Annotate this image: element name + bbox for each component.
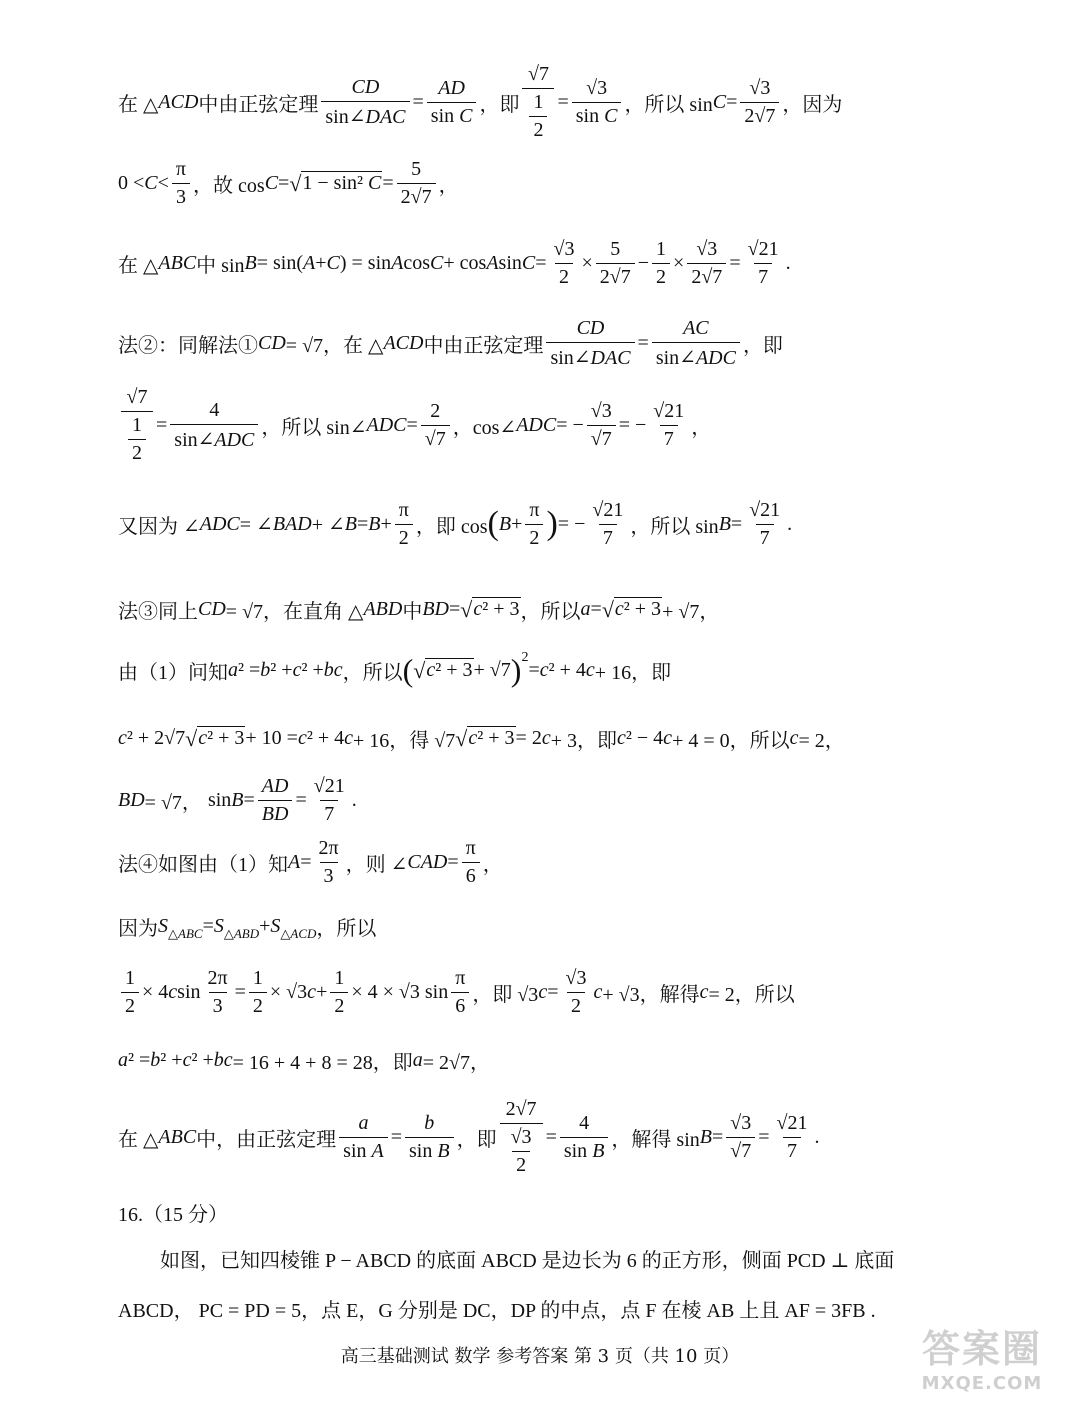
question-text-line-2: ABCD， PC = PD = 5，点 E，G 分别是 DC，DP 的中点，点 F 在棱 AB 上且 AF = 3FB . xyxy=(118,1300,876,1322)
solution-line-10: BD = √7， sin B = $\frac{AD}{BD}$ = $\frac{√21}{7}$ . xyxy=(118,774,357,825)
solution-line-6: 又因为 ∠ ADC = ∠ BAD + ∠ B = B + $\frac{\pi}{2}$ ，即 cos ( B + $\frac{\pi}{2}$ ) = − $\frac{√21}{7}$ ，所以 sin B = $\frac{√21}{7}$ . xyxy=(118,498,793,549)
solution-line-1: 在 △ ACD 中由正弦定理 $\frac{CD}{\text{sin∠DAC}}$ = $\frac{AD}{\text{sin C}}$ ，即 $\frac{√7}{\frac{1}{2}}$ = $\frac{√3}{\text{sin C}}$ ，所以 sin C = $\frac{√3}{2√7}$ ，因为 xyxy=(118,62,843,141)
question-heading: 16.（15 分） xyxy=(118,1204,228,1226)
solution-line-13: $\frac{1}{2}$ × 4 c sin $\frac{2\pi}{3}$ = $\frac{1}{2}$ × √3 c + $\frac{1}{2}$ × 4 × √3 sin $\frac{\pi}{6}$ ，即 √3 c = $\frac{√3}{2}$ c + √3，解得 c = 2，所以 xyxy=(118,966,1020,1018)
solution-line-11: 法④如图由（1）知 A = $\frac{2\pi}{3}$ ，则 ∠ CAD = $\frac{\pi}{6}$ ， xyxy=(118,836,503,887)
solution-line-7: 法③同上 CD = √7，在直角 △ ABD 中 BD = √ c² + 3 ，所以 a = √ c² + 3 + √7， xyxy=(118,597,720,623)
question-text-line-1: 如图，已知四棱锥 P − ABCD 的底面 ABCD 是边长为 6 的正方形，侧面 PCD ⊥ 底面 xyxy=(160,1250,895,1272)
watermark-top: 答案圈 xyxy=(921,1327,1042,1371)
page-footer: 高三基础测试 数学 参考答案 第 3 页（共 10 页） xyxy=(340,1346,740,1367)
solution-line-3: 在 △ ABC 中 sin B = sin( A + C ) = sin A cos C + cos A sin C = $\frac{√3}{2}$ × $\frac{5}{2√7}$ − $\frac{1}{2}$ × $\frac{√3}{2√7}$ = $\frac{√21}{7}$ . xyxy=(118,237,791,288)
solution-line-9: c ² + 2√7 √ c² + 3 + 10 = c ² + 4 c + 16，得 √7 √ c² + 3 = 2 c + 3，即 c ² − 4 c + 4 = 0，所以 c = 2， xyxy=(118,726,845,752)
solution-line-4: 法②：同解法① CD = √7，在 △ ACD 中由正弦定理 $\frac{CD}{\text{sin∠DAC}}$ = $\frac{AC}{\text{sin∠ADC}}$ ，即 xyxy=(118,316,783,369)
solution-line-8: 由（1）问知 a ² = b ² + c ² + bc ，所以 ( √ c² + 3 + √7 ) 2 = c ² + 4 c + 16，即 xyxy=(118,650,672,688)
watermark-logo xyxy=(912,1318,1052,1403)
solution-line-5: $\frac{√7}{\frac{1}{2}}$ = $\frac{4}{\text{sin∠ADC}}$ ，所以 sin∠ ADC = $\frac{2}{√7}$ ，cos∠ ADC = − $\frac{√3}{√7}$ = − $\frac{√21}{7}$ ， xyxy=(118,380,1020,470)
solution-line-15: 在 △ ABC 中，由正弦定理 $\frac{a}{\text{sin A}}$ = $\frac{b}{\text{sin B}}$ ，即 $\frac{2√7}{\frac{√3}{2}}$ = $\frac{4}{\text{sin B}}$ ，解得 sin B = $\frac{√3}{√7}$ = $\frac{√21}{7}$ . xyxy=(118,1097,820,1176)
solution-line-12: 因为 S △ABC = S △ABD + S △ACD ，所以 xyxy=(118,914,377,941)
solution-line-14: a ² = b ² + c ² + bc = 16 + 4 + 8 = 28，即 a = 2√7， xyxy=(118,1048,491,1074)
solution-line-2: 0 < C < $\frac{\pi}{3}$ ，故 cos C = √ 1 − sin² C = $\frac{5}{2√7}$ ， xyxy=(118,157,459,208)
watermark-bottom: MXQE.COM xyxy=(921,1373,1043,1394)
